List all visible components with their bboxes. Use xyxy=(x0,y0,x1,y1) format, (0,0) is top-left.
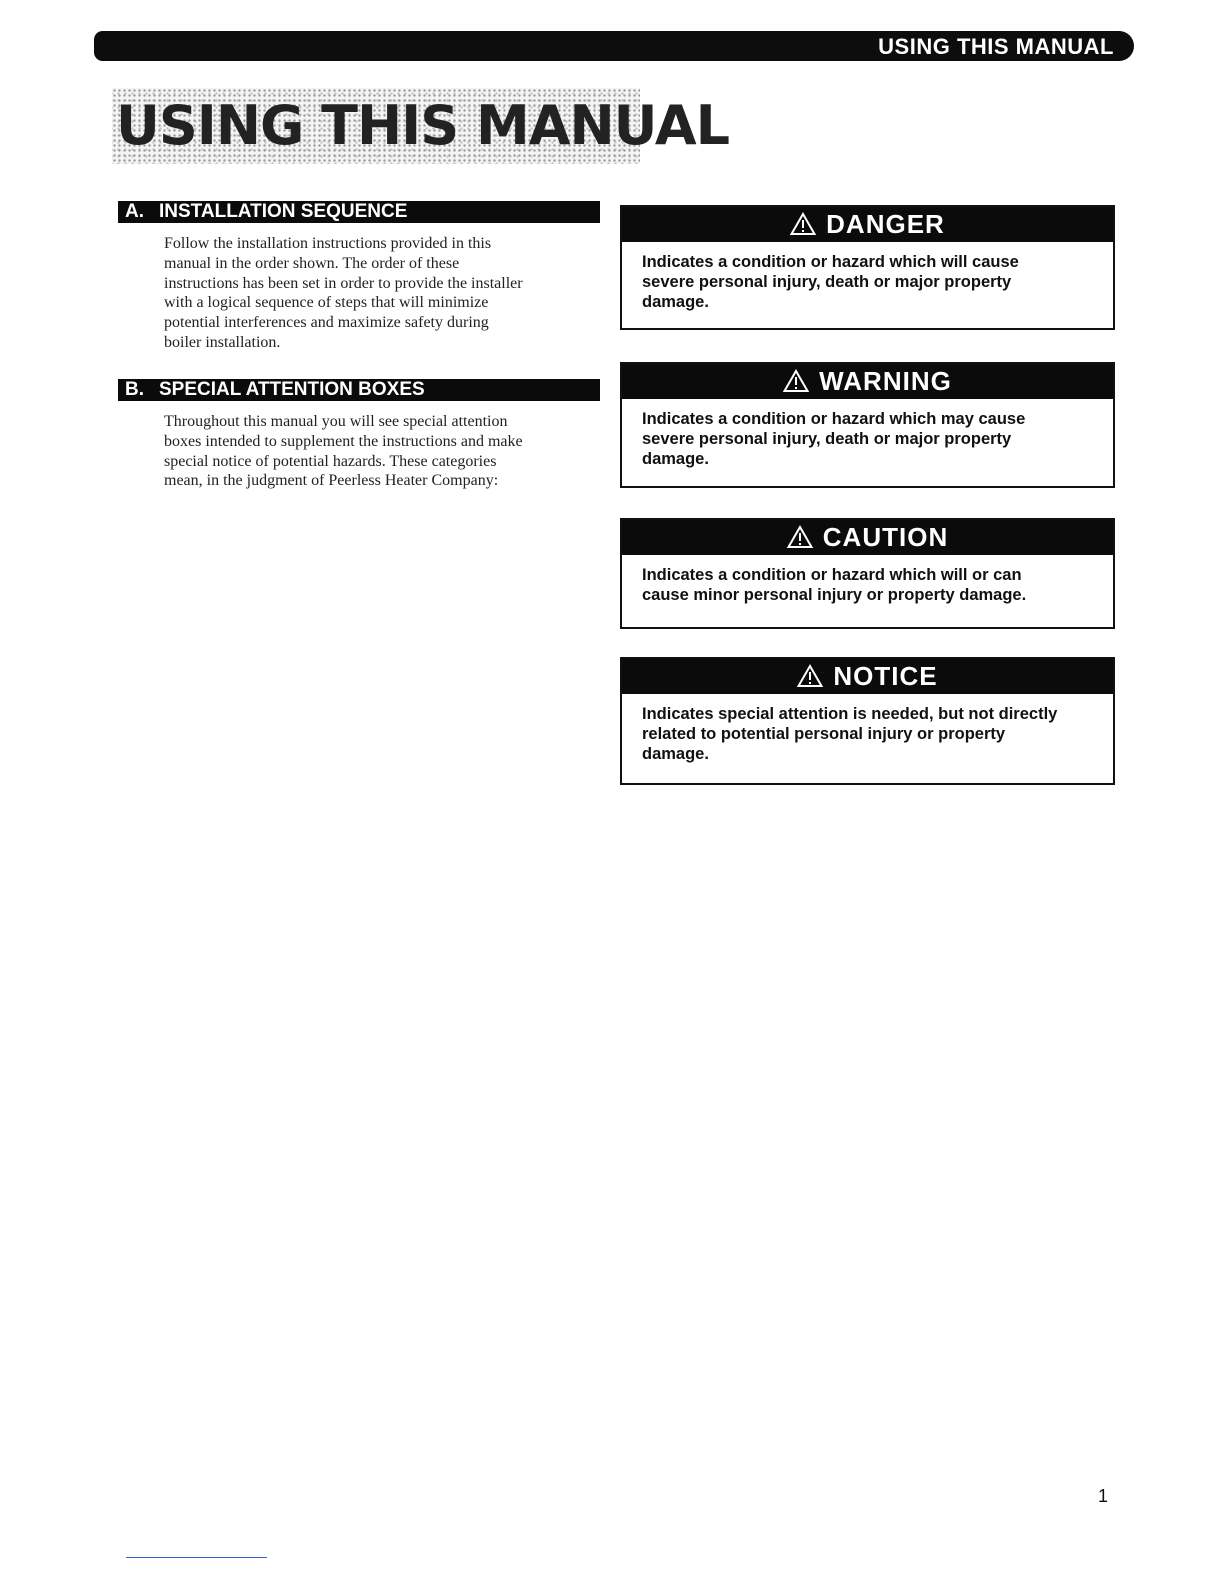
body-line: Follow the installation instructions provided in this xyxy=(164,235,492,252)
box-line: related to potential personal injury or property xyxy=(642,725,1006,743)
notice-box-heading xyxy=(622,659,1113,694)
section-heading-special-attention-boxes xyxy=(118,379,600,401)
header-bar-title: USING THIS MANUAL xyxy=(878,34,1114,59)
body-line: manual in the order shown. The order of these xyxy=(164,254,460,272)
section-title: INSTALLATION SEQUENCE xyxy=(159,201,408,222)
notice-heading-text: NOTICE xyxy=(833,661,938,691)
box-line: damage. xyxy=(642,293,709,311)
section-heading-installation-sequence xyxy=(118,201,600,223)
danger-box-heading xyxy=(622,207,1113,242)
warning-box xyxy=(620,362,1115,488)
section-letter: B. xyxy=(125,379,144,400)
page-title-banner xyxy=(112,88,730,164)
box-line: Indicates special attention is needed, but not directly xyxy=(642,705,1058,723)
notice-box xyxy=(620,657,1115,785)
body-line: boxes intended to supplement the instructions and make xyxy=(164,432,523,450)
section-title: SPECIAL ATTENTION BOXES xyxy=(159,379,425,400)
danger-heading-text: DANGER xyxy=(826,209,945,239)
notice-box-text xyxy=(622,694,1113,764)
body-line: Throughout this manual you will see special attention xyxy=(164,413,508,430)
box-line: severe personal injury, death or major property xyxy=(642,430,1012,448)
body-line: special notice of potential hazards. These categories xyxy=(164,452,497,470)
footer-divider xyxy=(126,1557,267,1558)
page-title: USING THIS MANUAL xyxy=(116,94,730,157)
warning-triangle-icon xyxy=(787,525,813,549)
warning-box-text xyxy=(622,399,1113,469)
danger-box xyxy=(620,205,1115,330)
page-number: 1 xyxy=(1098,1486,1109,1506)
body-line: potential interferences and maximize safety during xyxy=(164,314,489,332)
section-body-special-attention-boxes xyxy=(164,412,604,491)
body-line: with a logical sequence of steps that will minimize xyxy=(164,294,489,312)
section-letter: A. xyxy=(125,201,144,222)
warning-heading-text: WARNING xyxy=(819,366,952,396)
caution-box-heading xyxy=(622,520,1113,555)
caution-box xyxy=(620,518,1115,629)
header-bar xyxy=(94,31,1134,61)
box-line: cause minor personal injury or property damage. xyxy=(642,586,1027,604)
warning-triangle-icon xyxy=(783,369,809,393)
body-line: mean, in the judgment of Peerless Heater Company: xyxy=(164,472,499,490)
warning-triangle-icon xyxy=(797,664,823,688)
body-line: instructions has been set in order to provide the installer xyxy=(164,274,523,292)
box-line: Indicates a condition or hazard which will cause xyxy=(642,253,1019,271)
warning-triangle-icon xyxy=(790,212,816,236)
box-line: Indicates a condition or hazard which may cause xyxy=(642,410,1026,428)
danger-box-text xyxy=(622,242,1113,312)
box-line: damage. xyxy=(642,450,709,468)
caution-heading-text: CAUTION xyxy=(822,522,949,552)
caution-box-text xyxy=(622,555,1113,605)
box-line: Indicates a condition or hazard which will or can xyxy=(642,566,1022,584)
warning-box-heading xyxy=(622,364,1113,399)
section-body-installation-sequence xyxy=(164,234,604,353)
box-line: damage. xyxy=(642,745,709,763)
body-line: boiler installation. xyxy=(164,333,281,351)
box-line: severe personal injury, death or major property xyxy=(642,273,1012,291)
